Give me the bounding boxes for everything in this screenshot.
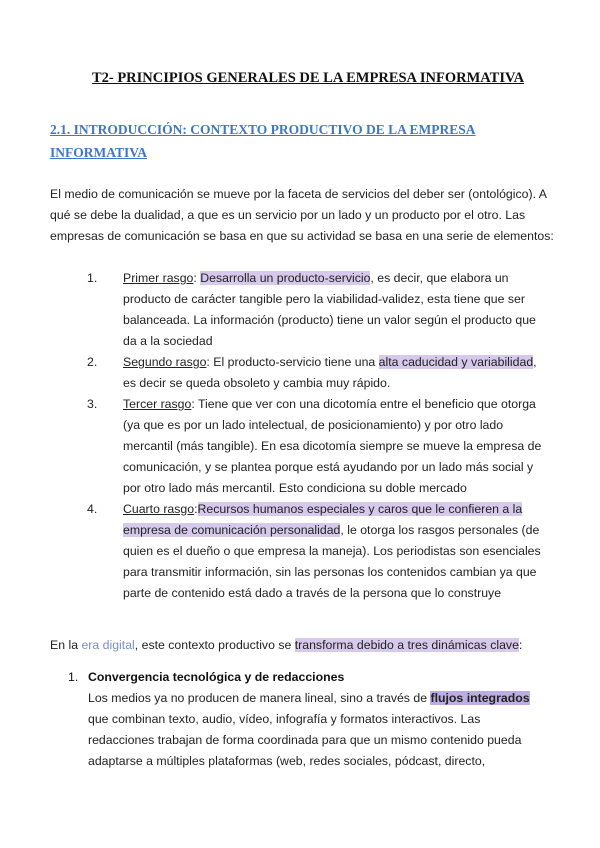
trait-sep: :: [193, 271, 201, 285]
list-number: 4.: [87, 502, 98, 516]
document-title: T2- PRINCIPIOS GENERALES DE LA EMPRESA INFORMATIVA: [91, 70, 525, 86]
digital-era-paragraph: [50, 635, 560, 656]
list-item: [50, 394, 550, 499]
list-number: 3.: [87, 397, 98, 411]
list-item: [50, 268, 550, 352]
list-number: 2.: [87, 355, 98, 369]
list-number: 1.: [68, 670, 79, 684]
trait-sep: : Tiene que ver con una dicotomía entre el beneficio que otorga (ya que es por un lado intelectual, de posicionamiento) y por otro lado mercantil (más tangible). En esa dicotomía siempre se mueve la empresa de comunicación, y se plantea porque está ayudando por un lado más social y por otro lado más mercantil. Esto condiciona su doble mercado: [123, 397, 542, 495]
trait-label: Primer rasgo: [123, 271, 194, 285]
trait-label: Tercer rasgo: [123, 397, 192, 411]
trait-text: , es decir se queda obsoleto y cambia muy rápido.: [123, 355, 537, 390]
section-heading[interactable]: 2.1. INTRODUCCIÓN: CONTEXTO PRODUCTIVO DE LA EMPRESA INFORMATIVA: [50, 122, 476, 160]
trait-highlight: Recursos humanos especiales y caros que le confieren a la empresa de comunicación personalidad: [123, 502, 523, 537]
trait-text: , es decir, que elabora un producto de carácter tangible pero la viabilidad-validez, esta tiene que ser balanceada. La información (producto) tiene un valor según el producto que da a la sociedad: [123, 271, 536, 348]
trait-sep: :: [194, 502, 198, 516]
trait-highlight: alta caducidad y variabilidad: [378, 355, 534, 369]
traits-list: [50, 268, 550, 604]
list-item: [50, 499, 550, 604]
era-text: , este contexto productivo se: [134, 638, 295, 652]
era-digital-link[interactable]: era digital: [81, 638, 135, 652]
trait-sep: : El producto-servicio tiene una: [206, 355, 379, 369]
convergence-heading: Convergencia tecnológica y de redacciones: [88, 670, 345, 684]
trait-highlight: Desarrolla un producto-servicio: [200, 271, 371, 285]
era-text: En la: [50, 638, 82, 652]
convergence-bold: flujos integrados: [430, 691, 530, 705]
list-item: [50, 352, 550, 394]
era-highlight: transforma debido a tres dinámicas clave: [294, 638, 519, 652]
convergence-body: [68, 688, 548, 772]
era-text: :: [518, 638, 523, 652]
intro-paragraph: El medio de comunicación se mueve por la faceta de servicios del deber ser (ontológico). A qué se debe la dualidad, a que es un servicio por un lado y un producto por el otro. Las empresas de comunicación se basa en que su actividad se basa en una serie de elementos:: [50, 187, 554, 243]
trait-label: Segundo rasgo: [123, 355, 207, 369]
convergence-item: [68, 667, 548, 772]
convergence-text: Los medios ya no producen de manera lineal, sino a través de: [88, 691, 431, 705]
trait-text: , le otorga los rasgos personales (de quien es el dueño o que empresa la maneja). Los periodistas son esenciales para transmitir información, sin las personas los contenidos cambian ya que parte de contenido está dado a través de la persona que lo construye: [123, 523, 541, 600]
convergence-text: que combinan texto, audio, vídeo, infografía y formatos interactivos. Las redacciones trabajan de forma coordinada para que un mismo contenido pueda adaptarse a múltiples plataformas (web, redes sociales, pódcast, directo,: [88, 712, 522, 768]
trait-label: Cuarto rasgo: [123, 502, 195, 516]
list-number: 1.: [87, 271, 98, 285]
